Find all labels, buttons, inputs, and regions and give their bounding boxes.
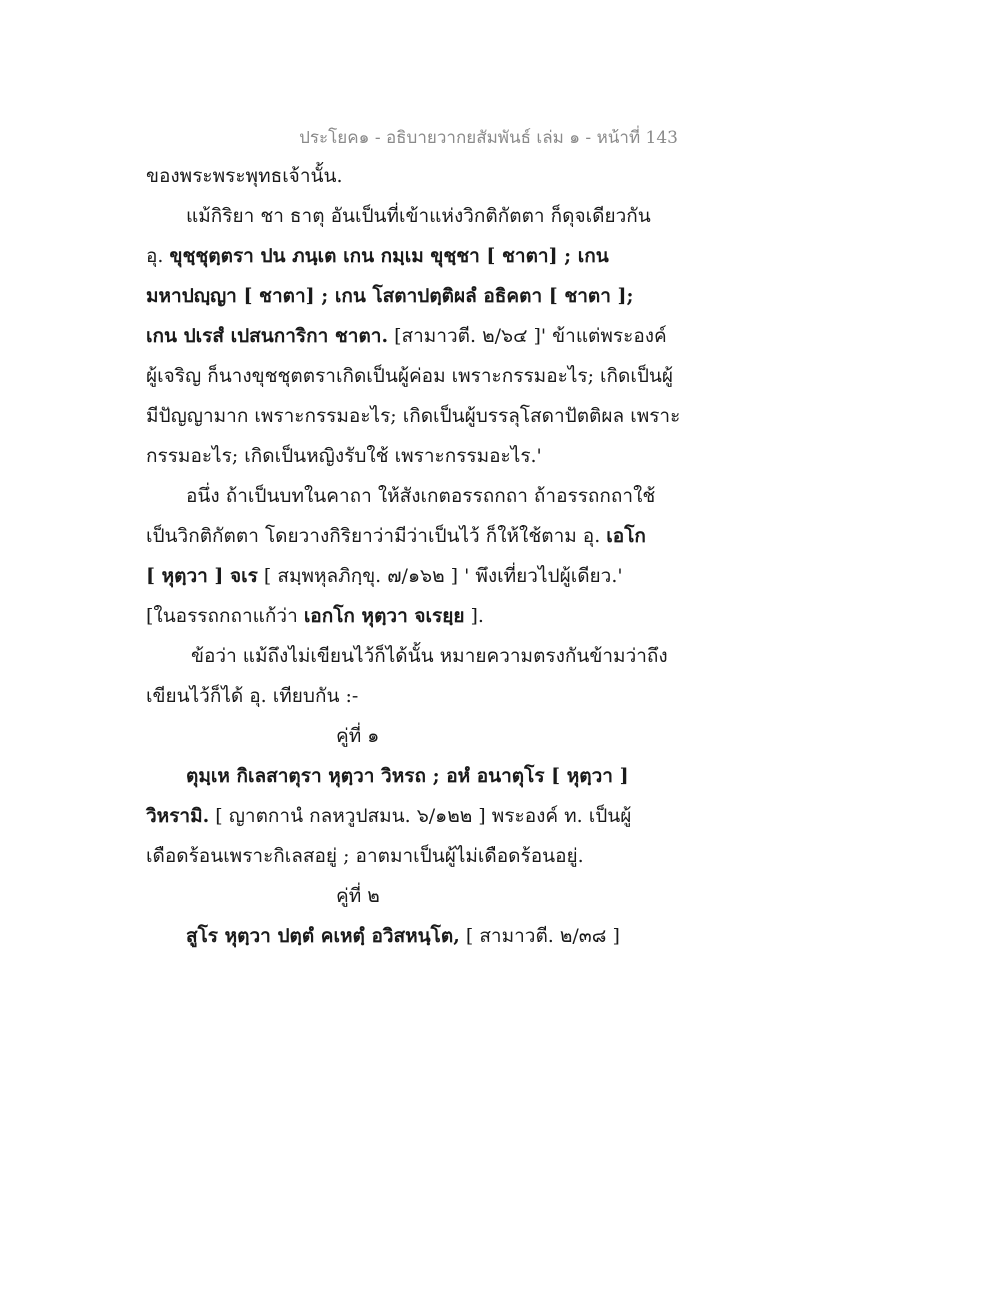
text-segment: เป็นวิกติกัตตา โดยวางกิริยาว่ามีว่าเป็นไว้ ก็ให้ใช้ตาม อุ.: [146, 525, 607, 547]
text-segment: คู่ที่ ๑: [336, 725, 380, 747]
text-segment: อนึ่ง ถ้าเป็นบทในคาถา ให้สังเกตอรรถกถา ถ้าอรรถกถาใช้: [186, 485, 656, 507]
text-segment: อุ.: [146, 245, 170, 267]
text-segment: ของพระพระพุทธเจ้านั้น.: [146, 165, 343, 187]
text-line: [146, 876, 686, 916]
pali-term: มหาปญฺญา [ ชาตา] ; เกน โสตาปตฺติผลํ อธิคตา [ ชาตา ];: [146, 285, 634, 307]
text-segment: เดือดร้อนเพราะกิเลสอยู่ ; อาตมาเป็นผู้ไม่เดือดร้อนอยู่.: [146, 845, 584, 867]
text-line: [146, 796, 686, 836]
pali-term: [ หุตฺวา ] จเร: [146, 565, 258, 587]
pali-term: ขุชฺชุตฺตรา ปน ภนฺเต เกน กมฺเม ขุชฺชา [ ชาตา] ; เกน: [169, 245, 609, 267]
text-line: [146, 356, 686, 396]
running-header: ประโยค๑ - อธิบายวากยสัมพันธ์ เล่ม ๑ - หน้าที่ 143: [299, 128, 678, 148]
text-line: [146, 276, 686, 316]
text-line: [146, 156, 686, 196]
text-line: [146, 636, 686, 676]
text-segment: [ สามาวตี. ๒/๓๘ ]: [459, 925, 620, 947]
text-segment: ข้อว่า แม้ถึงไม่เขียนไว้ก็ได้นั้น หมายความตรงกันข้ามว่าถึง: [191, 645, 668, 667]
text-line: [146, 476, 686, 516]
pali-term: เกน ปเรสํ เปสนการิกา ชาตา.: [146, 325, 389, 347]
text-segment: มีปัญญามาก เพราะกรรมอะไร; เกิดเป็นผู้บรรลุโสดาปัตติผล เพราะ: [146, 405, 681, 427]
text-segment: [สามาวตี. ๒/๖๔ ]' ข้าแต่พระองค์: [388, 325, 667, 347]
text-line: [146, 316, 686, 356]
text-segment: ผู้เจริญ ก็นางขุชชุตตราเกิดเป็นผู้ค่อม เพราะกรรมอะไร; เกิดเป็นผู้: [146, 365, 674, 387]
pali-term: เอโก: [606, 525, 646, 547]
text-line: [146, 716, 686, 756]
text-line: [146, 676, 686, 716]
text-line: [146, 836, 686, 876]
text-segment: [ในอรรถกถาแก้ว่า: [146, 605, 304, 627]
text-line: [146, 436, 686, 476]
text-segment: กรรมอะไร; เกิดเป็นหญิงรับใช้ เพราะกรรมอะไร.': [146, 445, 542, 467]
pali-term: สูโร หุตฺวา ปตฺตํ คเหตฺํ อวิสหนฺโต,: [186, 925, 460, 947]
text-line: [146, 396, 686, 436]
pali-term: ตุมฺเห กิเลสาตุรา หุตฺวา วิหรถ ; อหํ อนาตุโร [ หุตฺวา ]: [186, 765, 629, 787]
text-segment: ].: [464, 605, 484, 627]
pali-term: เอกโก หุตฺวา จเรยฺย: [303, 605, 465, 627]
text-line: [146, 916, 686, 956]
text-segment: เขียนไว้ก็ได้ อุ. เทียบกัน :-: [146, 685, 359, 707]
document-body: [146, 156, 686, 956]
text-line: [146, 516, 686, 556]
text-line: [146, 596, 686, 636]
text-line: [146, 556, 686, 596]
text-segment: [ ญาตกานํ กลหวูปสมน. ๖/๑๒๒ ] พระองค์ ท. เป็นผู้: [209, 805, 632, 827]
text-segment: คู่ที่ ๒: [336, 885, 380, 907]
text-segment: [ สมฺพหุลภิกฺขุ. ๗/๑๖๒ ] ' พึงเที่ยวไปผู้เดียว.': [257, 565, 623, 587]
text-segment: แม้กิริยา ชา ธาตุ อันเป็นที่เข้าแห่งวิกติกัตตา ก็ดุจเดียวกัน: [186, 205, 651, 227]
pali-term: วิหรามิ.: [146, 805, 210, 827]
text-line: [146, 236, 686, 276]
text-line: [146, 196, 686, 236]
text-line: [146, 756, 686, 796]
